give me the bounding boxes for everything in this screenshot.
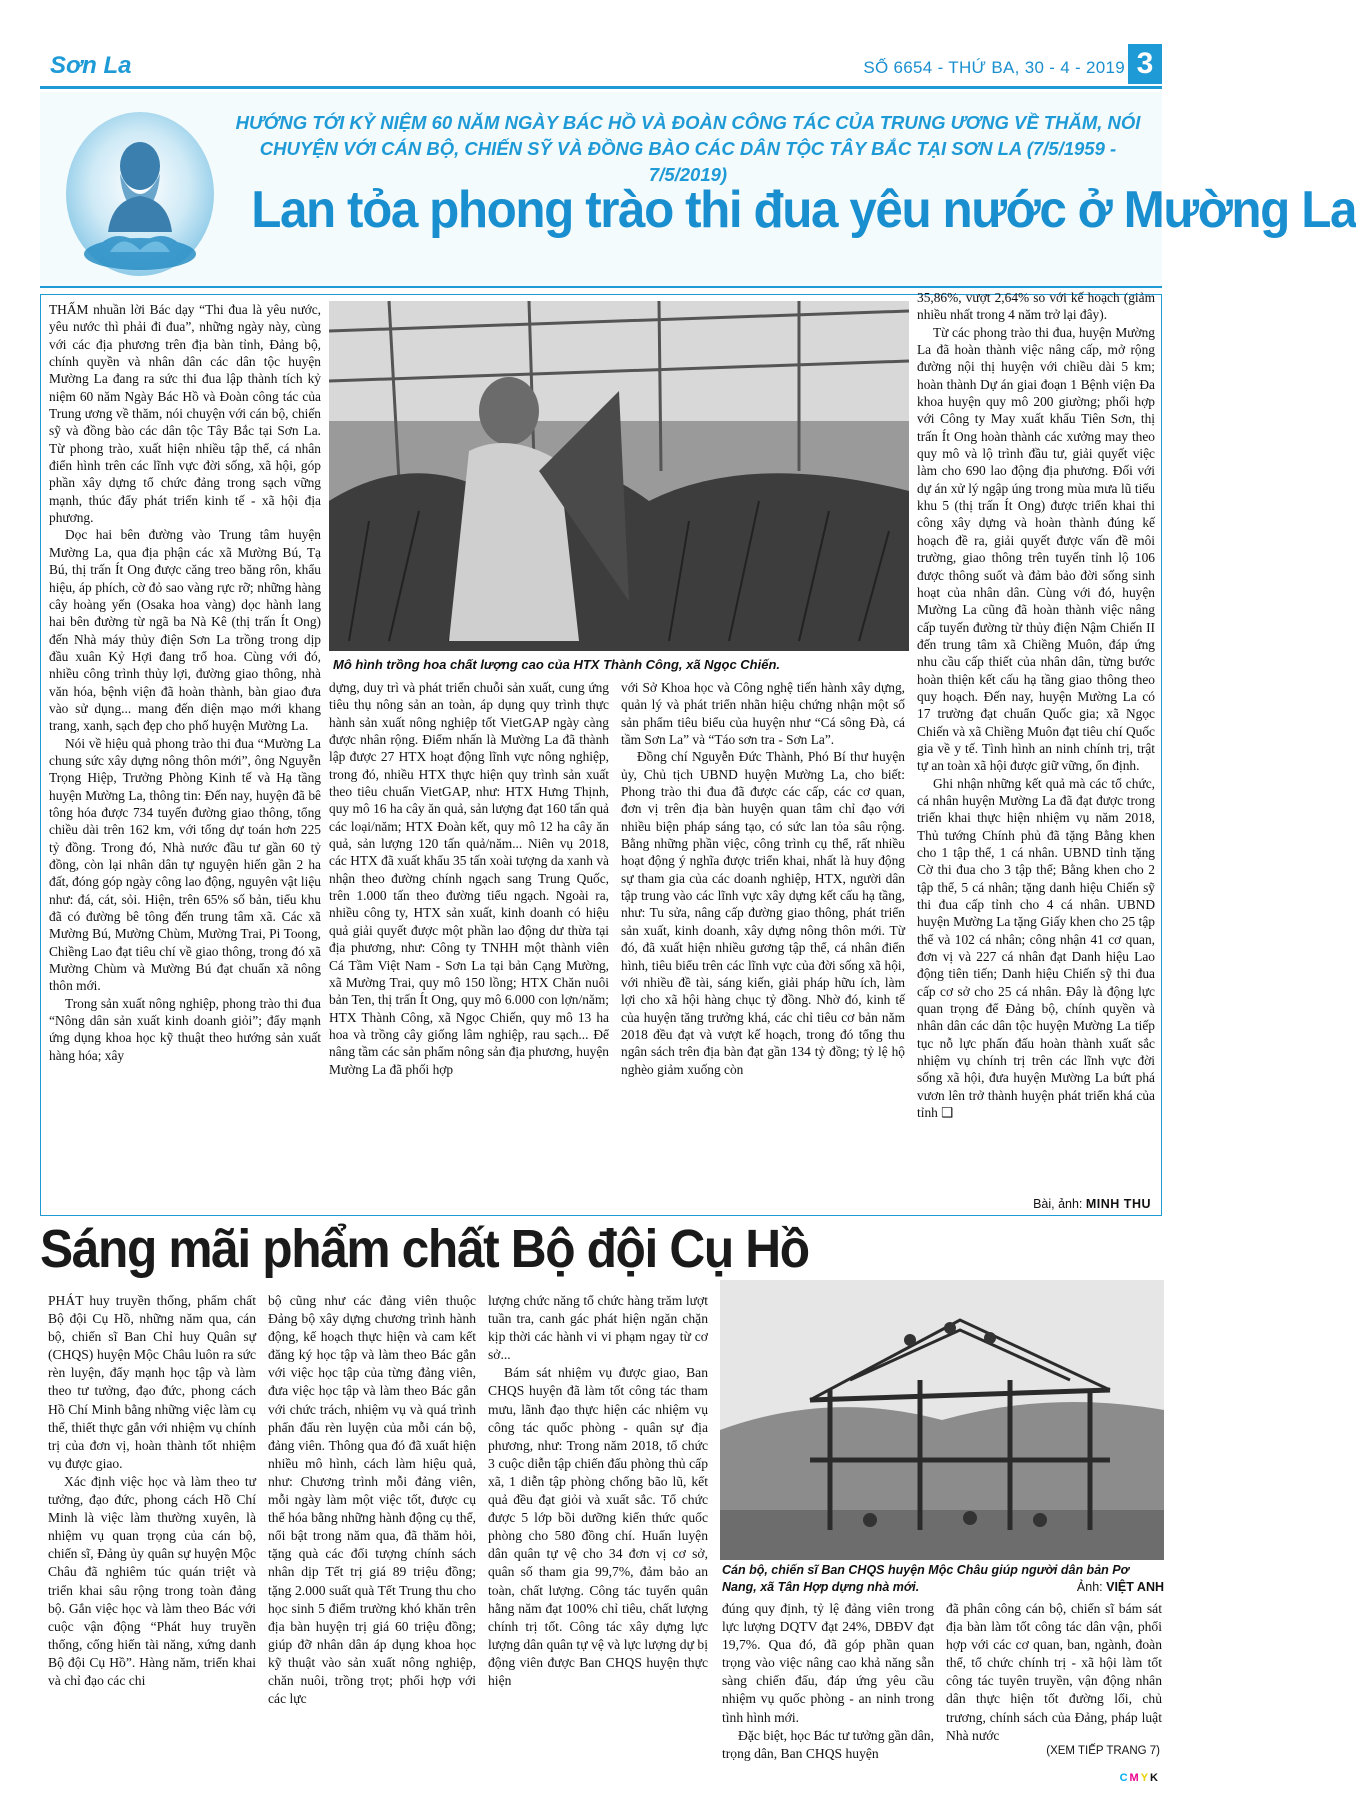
article1-paragraph: Trong sản xuất nông nghiệp, phong trào thi đua “Nông dân sản xuất kinh doanh giỏi”; đẩy mạnh ứng dụng khoa học kỹ thuật theo hướng sản xuất hàng hóa; xây — [49, 995, 321, 1063]
article2-paragraph: Đặc biệt, học Bác tư tưởng gần dân, trọng dân, Ban CHQS huyện — [722, 1727, 934, 1761]
photo-credit — [1077, 1579, 1164, 1596]
article1-column-1 — [49, 301, 321, 1211]
article1-paragraph: Đồng chí Nguyễn Đức Thành, Phó Bí thư huyện ủy, Chủ tịch UBND huyện Mường La, cho biết: Phong trào thi đua đã được các cấp, các cơ quan, đơn vị trên địa bàn huyện quan tâm chỉ đạo với nhiều biện pháp sáng tạo, có sức lan tỏa sâu rộng. Bằng những phần việc, công trình cụ thể, rất nhiều hoạt động ý nghĩa được triển khai, nhất là huy động sự tham gia của các doanh nghiệp, HTX, người dân tập trung vào các lĩnh vực xây dựng kết cấu hạ tầng, như: Tu sửa, nâng cấp đường giao thông, phát triển sản xuất, kinh doanh, xây dựng nông thôn mới. Từ đó, đã xuất hiện nhiều gương tập thể, cá nhân điển hình, tiêu biểu trên các lĩnh vực của đời sống xã hội, với nhiều đề tài, sáng kiến, giải pháp hữu ích, làm lợi cho xã hội hàng chục tỷ đồng. Nhờ đó, kinh tế của huyện tăng trưởng khá, các chỉ tiêu cơ bản năm 2018 đều đạt và vượt kế hoạch, trong đó tổng thu ngân sách trên địa bàn đạt gần 134 tỷ đồng; tỷ lệ hộ nghèo giảm xuống còn — [621, 749, 905, 1077]
article2-column-2 — [268, 1292, 476, 1732]
cmyk-registration-mark: CMYK — [1119, 1772, 1160, 1784]
byline-author: MINH THU — [1085, 1197, 1151, 1211]
article2-paragraph: bộ cũng như các đảng viên thuộc Đảng bộ xây dựng chương trình hành động, kế hoạch thực hiện và cam kết đăng ký học tập và làm theo Bác gắn với việc học tập của từng đảng viên, đưa việc học tập và làm theo Bác gắn với chức trách, nhiệm vụ và quá trình phấn đấu rèn luyện của mỗi cán bộ, đảng viên. Thông qua đó đã xuất hiện nhiều mô hình, cách làm hiệu quả, như: Chương trình mỗi đảng viên, mỗi ngày làm một việc tốt, được cụ thể hóa bằng những hành động cụ thể, nổi bật trong năm qua, đã thăm hỏi, tặng quà các đối tượng chính sách nhân dịp Tết trị giá 89 triệu đồng; tặng 2.000 suất quà Tết Trung thu cho học sinh 5 điểm trường khó khăn trên địa bàn huyện trị giá 60 triệu đồng; giúp đỡ nhân dân áp dụng khoa học kỹ thuật vào sản xuất nông nghiệp, chăn nuôi, trồng trọt; phối hợp với các lực — [268, 1293, 476, 1707]
article1-paragraph: Ghi nhận những kết quả mà các tổ chức, cá nhân huyện Mường La đã đạt được trong triển khai thực hiện nhiệm vụ năm 2018, Thủ tướng Chính phủ đã tặng Bằng khen cho 1 tập thể, 1 cá nhân. UBND tỉnh tặng Cờ thi đua cho 3 tập thể; Bằng khen cho 2 tập thể, 5 cá nhân; tặng danh hiệu Chiến sỹ thi đua cấp tỉnh cho 4 cá nhân. UBND huyện Mường La tặng Giấy khen cho 25 tập thể và 102 cá nhân; công nhận 41 cơ quan, đơn vị và 227 cá nhân đạt Danh hiệu Lao động tiên tiến; Danh hiệu Chiến sỹ thi đua cấp cơ sở cho 25 cá nhân. Đây là động lực quan trọng để Đảng bộ, chính quyền và nhân dân các dân tộc huyện Mường La tiếp tục nỗ lực phấn đấu hoàn thành xuất sắc nhiệm vụ chính trị trên các lĩnh vực đời sống xã hội, đưa huyện Mường La bứt phá vươn lên trở thành huyện phát triển khá của tỉnh ❑ — [917, 775, 1155, 1121]
article1-photo — [329, 301, 909, 651]
article1-banner — [40, 92, 1356, 288]
article2-paragraph: lượng chức năng tổ chức hàng trăm lượt tuần tra, canh gác phát hiện ngăn chặn kịp thời các hành vi vi phạm ngay từ cơ sở... — [488, 1293, 708, 1363]
article1-paragraph: 35,86%, vượt 2,64% so với kế hoạch (giảm nhiều nhất trong 4 năm trở lại đây). — [917, 290, 1155, 323]
article2-paragraph: Bám sát nhiệm vụ được giao, Ban CHQS huyện đã làm tốt công tác tham mưu, lãnh đạo thực hiện các nhiệm vụ công tác quốc phòng - quân sự địa phương, như: Trong năm 2018, tổ chức 3 cuộc diễn tập chiến đấu phòng thủ cấp xã, 1 diễn tập phòng chống bão lũ, kết quả đều đạt giỏi và xuất sắc. Tổ chức được 5 lớp bồi dưỡng kiến thức quốc phòng cho 580 đồng chí. Huấn luyện dân quân tự vệ cho 34 đơn vị cơ sở, quân số tham gia 99,7%, đảm bảo an toàn, chất lượng. Công tác tuyển quân hằng năm đạt 100% chỉ tiêu, chất lượng chính trị tốt. Công tác xây dựng lực lượng dân quân tự vệ và lực lượng dự bị động viên được Ban CHQS huyện thực hiện — [488, 1365, 708, 1688]
section-name: Sơn La — [50, 52, 132, 79]
photo-credit-prefix: Ảnh: — [1076, 1580, 1103, 1594]
article2-paragraph: PHÁT huy truyền thống, phẩm chất Bộ đội Cụ Hồ, những năm qua, cán bộ, chiến sĩ Ban Chỉ huy Quân sự (CHQS) huyện Mộc Châu luôn ra sức rèn luyện, đẩy mạnh học tập và làm theo tư tưởng, đạo đức, phong cách Hồ Chí Minh bằng những việc làm cụ thể, thiết thực gắn với nhiệm vụ chính trị của đơn vị, hoàn thành tốt nhiệm vụ được giao. — [48, 1293, 256, 1471]
article2-column-1 — [48, 1292, 256, 1732]
article1-column-3 — [621, 679, 905, 1211]
article2-paragraph: đã phân công cán bộ, chiến sĩ bám sát địa bàn làm tốt công tác dân vận, phối hợp với các cơ quan, ban, ngành, đoàn thể, tổ chức chính trị - xã hội làm tốt công tác tuyên truyền, vận động nhân dân thực hiện tốt đường lối, chủ trương, chính sách của Đảng, pháp luật Nhà nước — [946, 1601, 1162, 1743]
article2-photo-caption — [722, 1562, 1164, 1596]
article2-column-4 — [722, 1600, 934, 1761]
article2-photo — [720, 1280, 1164, 1560]
article1-paragraph: THẤM nhuần lời Bác dạy “Thi đua là yêu nước, yêu nước thì phải đi đua”, những ngày này, cùng với các địa phương trên địa bàn tỉnh, Đảng bộ, chính quyền và nhân dân các dân tộc huyện Mường La đang ra sức thi đua lập thành tích kỷ niệm 60 năm Ngày Bác Hồ và Đoàn công tác của Trung ương về thăm, nói chuyện với cán bộ, chiến sỹ và đồng bào các dân tộc Tây Bắc tại Sơn La. Từ phong trào, xuất hiện nhiều tập thể, cá nhân điển hình trên các lĩnh vực đời sống, xã hội, góp phần xây dựng tổ chức đảng trong sạch vững mạnh, thúc đẩy phát triển kinh tế - xã hội địa phương. — [49, 302, 321, 526]
greenhouse-photo-illustration — [329, 301, 909, 651]
article1-photo-caption: Mô hình trồng hoa chất lượng cao của HTX Thành Công, xã Ngọc Chiến. — [333, 657, 781, 672]
byline-prefix: Bài, ảnh: — [1033, 1197, 1083, 1211]
article2-paragraph: Xác định việc học và làm theo tư tưởng, đạo đức, phong cách Hồ Chí Minh là việc làm thường xuyên, là nhiệm vụ quan trọng của cán bộ, chiến sĩ, Đảng ủy quân sự huyện Mộc Châu đã nghiêm túc quán triệt và triển khai sâu rộng trong toàn đảng bộ. Gắn việc học và làm theo Bác với cuộc vận động “Phát huy truyền thống, cống hiến tài năng, xứng danh Bộ đội Cụ Hồ”. Hàng năm, triển khai và chỉ đạo các chi — [48, 1473, 256, 1688]
article1-kicker: HƯỚNG TỚI KỶ NIỆM 60 NĂM NGÀY BÁC HỒ VÀ ĐOÀN CÔNG TÁC CỦA TRUNG ƯƠNG VỀ THĂM, NÓI CHUYỆN VỚI CÁN BỘ, CHIẾN SỸ VÀ ĐỒNG BÀO CÁC DÂN TỘC TÂY BẮC TẠI SƠN LA (7/5/1959 - 7/5/2019) — [235, 112, 1141, 185]
article1-paragraph: Dọc hai bên đường vào Trung tâm huyện Mường La, qua địa phận các xã Mường Bú, Tạ Bú, thị trấn Ít Ong được căng treo băng rôn, khẩu hiệu, áp phích, cờ đỏ sao vàng rực rỡ; những hàng cây hoàng yến (Osaka hoa vàng) dọc hành lang hai bên đường từ ngã ba Nà Kê (thị trấn Ít Ong) đến Nhà máy thủy điện Sơn La trồng trong dịp đầu xuân Kỷ Hợi đang trổ hoa. Cùng với đó, nhiều công trình thủy lợi, đường giao thông, nhà văn hóa, bệnh viện đã hoàn thành, bàn giao đưa vào sử dụng... mang đến diện mạo mới khang trang, xanh, sạch đẹp cho phố huyện Mường La. — [49, 527, 321, 734]
article1-paragraph: với Sở Khoa học và Công nghệ tiến hành xây dựng, quản lý và phát triển nhãn hiệu chứng nhận một số sản phẩm tiêu biểu của huyện như “Cá sông Đà, cá tầm Sơn La” và “Táo sơn tra - Sơn La”. — [621, 680, 905, 748]
page-number: 3 — [1128, 44, 1162, 84]
header-rule — [40, 86, 1162, 89]
article2-column-5 — [946, 1600, 1162, 1742]
article1-frame — [40, 290, 1162, 1216]
article1-column-4 — [917, 289, 1155, 1187]
photo-caption-text: Cán bộ, chiến sĩ Ban CHQS huyện Mộc Châu giúp người dân bản Pơ Nang, xã Tân Hợp dựng nhà mới. — [722, 1563, 1129, 1594]
photo-credit-name: VIỆT ANH — [1106, 1580, 1164, 1594]
continued-notice: (XEM TIẾP TRANG 7) — [1046, 1745, 1160, 1757]
article1-column-2 — [329, 679, 609, 1211]
article2-column-3 — [488, 1292, 708, 1732]
article1-paragraph: Nói về hiệu quả phong trào thi đua “Mường La chung sức xây dựng nông thôn mới”, ông Nguyễn Trọng Hiệp, Trưởng Phòng Kinh tế và Hạ tầng huyện Mường La, thông tin: Đến nay, huyện đã bê tông hóa được 734 tuyến đường giao thông, tổng chiều dài trên 162 km, với tổng dự toán hơn 225 tỷ đồng. Trong đó, Nhà nước đầu tư gần 60 tỷ đồng, còn lại nhân dân tự nguyện hiến gần 2 ha đất, đóng góp ngày công lao động, nguyên vật liệu như: đá, cát, sỏi. Hiện, trên 65% số bản, tiểu khu đã có đường bê tông đến trung tâm xã. Các xã Mường Bú, Mường Chùm, Mường Trai, Pi Toong, Chiềng Lao đạt tiêu chí về giao thông, trong đó xã Mường Chùm và Mường Bú đạt chuẩn xã nông thôn mới. — [49, 735, 321, 994]
article1-paragraph: Từ các phong trào thi đua, huyện Mường La đã hoàn thành việc nâng cấp, mở rộng đường nội thị huyện với chiều dài 5 km; hoàn thành Dự án giai đoạn 1 Bệnh viện Đa khoa huyện quy mô 200 giường; phối hợp với Công ty May xuất khẩu Tiên Sơn, thị trấn Ít Ong hoàn thành các xưởng may theo quy mô và lộ trình đầu tư, giải quyết việc làm cho 690 lao động địa phương. Đối với dự án xử lý ngập úng trong mùa mưa lũ tiểu khu 5 (thị trấn Ít Ong) được triển khai thi công xây dựng và hoàn thành đúng kế hoạch đề ra, giải quyết được vấn đề môi trường, giao thông trên tuyến tỉnh lộ 106 được thông suốt và đảm bảo đời sống sinh hoạt của nhân dân. Cùng với đó, huyện Mường La cũng đã hoàn thành việc nâng cấp tuyến đường từ thủy điện Nậm Chiến II đến trung tâm xã Chiềng Muôn, đáp ứng nhu cầu cấp thiết của nhân dân, từng bước hoàn thiện kết cấu hạ tầng giao thông theo quy hoạch. Đến nay, huyện Mường La có 17 trường đạt chuẩn Quốc gia; xã Ngọc Chiến và xã Chiềng Muôn đạt tiêu chí Quốc gia về y tế. Tình hình an ninh chính trị, trật tự an toàn xã hội được giữ vững, ổn định. — [917, 324, 1155, 774]
article2-paragraph: đúng quy định, tỷ lệ đảng viên trong lực lượng DQTV đạt 24%, DBĐV đạt 19,7%. Qua đó, đã góp phần quan trọng vào việc nâng cao khả năng sẵn sàng chiến đấu, đáp ứng yêu cầu nhiệm vụ quốc phòng - an ninh trong tình hình mới. — [722, 1601, 934, 1725]
house-building-photo-illustration — [720, 1280, 1164, 1560]
issue-info: SỐ 6654 - THỨ BA, 30 - 4 - 2019 — [863, 58, 1125, 77]
ho-chi-minh-portrait — [62, 104, 218, 280]
article2-headline: Sáng mãi phẩm chất Bộ đội Cụ Hồ — [40, 1219, 809, 1279]
article1-headline: Lan tỏa phong trào thi đua yêu nước ở Mường La — [251, 181, 1356, 239]
article1-paragraph: dựng, duy trì và phát triển chuỗi sản xuất, cung ứng tiêu thụ nông sản an toàn, áp dụng quy trình thực hành sản xuất nông nghiệp tốt VietGAP ngày càng được nhân rộng. Điểm nhấn là Mường La đã thành lập được 27 HTX hoạt động lĩnh vực nông nghiệp, trong đó, nhiều HTX thực hiện quy trình sản xuất theo tiêu chuẩn VietGAP, như: HTX Hưng Thịnh, quy mô 16 ha cây ăn quả, sản lượng đạt 160 tấn quả các loại/năm; HTX Đoàn kết, quy mô 12 ha cây ăn quả, sản lượng 120 tấn quả/năm... Niên vụ 2018, các HTX đã xuất khẩu 35 tấn xoài tượng da xanh và nhận theo đường chính ngạch sang Trung Quốc, trên 1.000 tấn theo đường tiểu ngạch. Ngoài ra, nhiều công ty, HTX sản xuất, kinh doanh có hiệu quả giải quyết được một phần lao động dư thừa tại địa phương, như: Công ty TNHH một thành viên Cá Tầm Việt Nam - Sơn La tại bản Cạng Mường, xã Mường Trai, quy mô 150 lồng; HTX Chăn nuôi bản Ten, thị trấn Ít Ong, quy mô 6.000 con lợn/năm; HTX Thành Công, xã Ngọc Chiến, quy mô 13 ha hoa và trồng cây giống lâm nghiệp, rau sạch... Để nâng tầm các sản phẩm nông sản địa phương, huyện Mường La đã phối hợp — [329, 680, 609, 1077]
article1-byline — [1033, 1197, 1151, 1211]
